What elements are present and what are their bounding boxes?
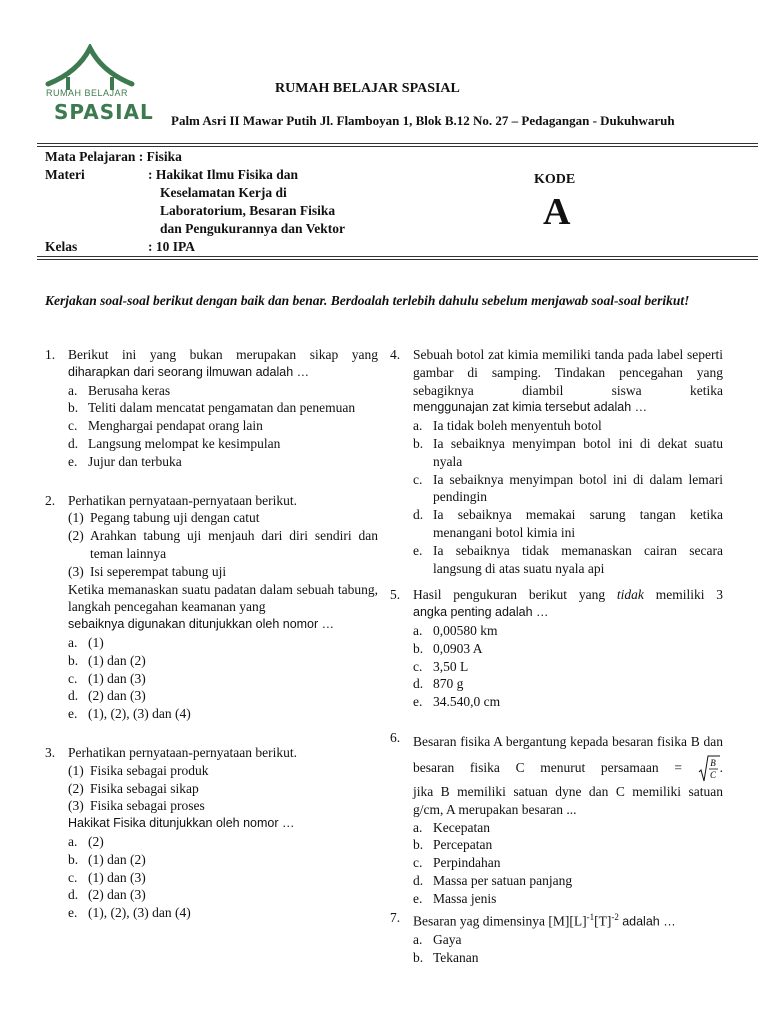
option-b: b. (1) dan (2) bbox=[68, 652, 146, 668]
option-b: b. Ia sebaiknya menyimpan botol ini di dekat suatu nyala bbox=[413, 435, 723, 469]
question-stem: Sebuah botol zat kimia memiliki tanda pada label seperti gambar di samping. Tindakan pencegahan yang sebagiknya diambil siswa ketika bbox=[413, 347, 723, 398]
statement-3: (3) Fisika sebagai proses bbox=[68, 798, 205, 814]
option-b: b. 0,0903 A bbox=[413, 640, 483, 656]
option-a: a. (2) bbox=[68, 833, 104, 849]
roof-icon bbox=[44, 44, 136, 92]
question-number: 4. bbox=[390, 347, 401, 362]
logo-text-small: RUMAH BELAJAR bbox=[46, 88, 129, 98]
question-number: 6. bbox=[390, 729, 401, 745]
option-c: c. Perpindahan bbox=[413, 855, 501, 871]
materi-line-2: Keselamatan Kerja di bbox=[160, 185, 287, 200]
question-follow: Ketika memanaskan suatu padatan dalam sebuah tabung, langkah pencegahan keamanan yang bbox=[68, 581, 378, 615]
materi-line-1: : Hakikat Ilmu Fisika dan bbox=[148, 167, 299, 182]
sqrt-icon bbox=[698, 755, 720, 783]
question-6 bbox=[390, 729, 723, 908]
header-divider-top-2 bbox=[37, 146, 758, 147]
option-b: b. Tekanan bbox=[413, 949, 479, 965]
option-d: d. Massa per satuan panjang bbox=[413, 872, 573, 888]
question-7 bbox=[390, 909, 723, 967]
statement-1: (1) Fisika sebagai produk bbox=[68, 762, 209, 778]
emphasis-tidak: tidak bbox=[616, 587, 644, 603]
option-c: c. (1) dan (3) bbox=[68, 670, 146, 686]
option-a: a. Ia tidak boleh menyentuh botol bbox=[413, 418, 602, 434]
option-d: d. (2) dan (3) bbox=[68, 688, 146, 704]
question-1 bbox=[45, 346, 378, 471]
question-3 bbox=[45, 744, 378, 922]
statement-2: (2) Arahkan tabung uji menjauh dari diri sendiri dan teman lainnya bbox=[68, 528, 378, 561]
logo-text-big: SPASIAL bbox=[54, 100, 154, 124]
option-d: d. Ia sebaiknya memakai sarung tangan ketika menangani botol kimia ini bbox=[413, 507, 723, 540]
kelas-label: Kelas bbox=[45, 239, 78, 254]
option-d: d. 870 g bbox=[413, 676, 464, 692]
option-b: b. (1) dan (2) bbox=[68, 851, 146, 867]
option-d: d. Langsung melompat ke kesimpulan bbox=[68, 435, 281, 451]
option-c: c. 3,50 L bbox=[413, 658, 469, 674]
question-number: 2. bbox=[45, 492, 56, 508]
kelas-value: : 10 IPA bbox=[148, 239, 195, 254]
question-follow: Hakikat Fisika ditunjukkan oleh nomor … bbox=[68, 816, 295, 831]
question-stem: Perhatikan pernyataan-pernyataan berikut. bbox=[68, 492, 298, 508]
question-stem: Besaran yag dimensinya $[M][L]^{-1}[T]^{-2}$ adalah … bbox=[413, 911, 676, 929]
option-b: b. Percepatan bbox=[413, 837, 493, 853]
question-4 bbox=[390, 346, 723, 577]
question-stem-cont: jika B memiliki satuan dyne dan C memiliki satuan g/cm, A merupakan besaran ... bbox=[413, 783, 723, 817]
question-stem: Besaran fisika A bergantung kepada besaran fisika B dan besaran fisika C menurut persamaan = B C . bbox=[413, 729, 723, 783]
statement-1: (1) Pegang tabung uji dengan catut bbox=[68, 510, 260, 526]
sqrt-formula bbox=[698, 755, 720, 783]
question-follow-cont: sebaiknya digunakan ditunjukkan oleh nomor … bbox=[68, 617, 335, 632]
option-a: a. (1) bbox=[68, 634, 104, 650]
question-number: 3. bbox=[45, 744, 56, 760]
materi-label: Materi bbox=[45, 167, 85, 182]
kode-label: KODE bbox=[534, 172, 576, 187]
instruction-text: Kerjakan soal-soal berikut dengan baik dan benar. Berdoalah terlebih dahulu sebelum menjawab soal-soal berikut! bbox=[45, 293, 690, 308]
school-name: RUMAH BELAJAR SPASIAL bbox=[275, 81, 460, 96]
materi-value bbox=[148, 166, 378, 238]
option-a: a. Berusaha keras bbox=[68, 382, 171, 398]
question-stem-cont: diharapkan dari seorang ilmuwan adalah … bbox=[68, 364, 310, 379]
option-e: e. (1), (2), (3) dan (4) bbox=[68, 706, 191, 722]
header-divider-top bbox=[37, 143, 758, 144]
question-stem-cont: angka penting adalah … bbox=[413, 605, 549, 620]
question-5 bbox=[390, 586, 723, 711]
info-labels bbox=[45, 148, 182, 184]
question-stem-cont: menggunajan zat kimia tersebut adalah … bbox=[413, 400, 648, 415]
materi-line-4: dan Pengukurannya dan Vektor bbox=[160, 221, 345, 236]
materi-line-3: Laboratorium, Besaran Fisika bbox=[160, 203, 336, 218]
option-a: a. Kecepatan bbox=[413, 819, 490, 835]
option-b: b. Teliti dalam mencatat pengamatan dan penemuan bbox=[68, 400, 356, 416]
school-address: Palm Asri II Mawar Putih Jl. Flamboyan 1, Blok B.12 No. 27 – Pedagangan - Dukuhwaruh bbox=[171, 113, 675, 128]
question-2 bbox=[45, 492, 378, 723]
option-c: c. (1) dan (3) bbox=[68, 869, 146, 885]
question-stem: Berikut ini yang bukan merupakan sikap yang bbox=[68, 347, 378, 362]
questions-column-right bbox=[390, 346, 723, 979]
option-e: e. Ia sebaiknya tidak memanaskan cairan secara langsung di atas suatu nyala api bbox=[413, 542, 723, 576]
option-e: e. (1), (2), (3) dan (4) bbox=[68, 905, 191, 921]
subject-label: Mata Pelajaran : Fisika bbox=[45, 149, 182, 164]
option-e: e. 34.540,0 cm bbox=[413, 694, 501, 710]
formula-denominator: C bbox=[709, 769, 716, 780]
option-a: a. Gaya bbox=[413, 931, 462, 947]
formula-numerator: B bbox=[709, 757, 716, 768]
statement-3: (3) Isi seperempat tabung uji bbox=[68, 563, 227, 579]
question-number: 1. bbox=[45, 347, 56, 362]
header-divider-bottom-2 bbox=[37, 259, 758, 260]
question-number: 5. bbox=[390, 587, 401, 603]
school-logo bbox=[36, 40, 154, 128]
statement-2: (2) Fisika sebagai sikap bbox=[68, 780, 199, 796]
option-c: c. Ia sebaiknya menyimpan botol ini di dalam lemari pendingin bbox=[413, 471, 723, 505]
option-d: d. (2) dan (3) bbox=[68, 887, 146, 903]
question-number: 7. bbox=[390, 909, 401, 925]
option-c: c. Menghargai pendapat orang lain bbox=[68, 418, 263, 434]
option-a: a. 0,00580 km bbox=[413, 622, 498, 638]
kode-value: A bbox=[543, 191, 571, 233]
option-e: e. Massa jenis bbox=[413, 890, 497, 906]
question-stem: Perhatikan pernyataan-pernyataan berikut. bbox=[68, 744, 298, 760]
option-e: e. Jujur dan terbuka bbox=[68, 453, 182, 469]
question-stem: Hasil pengukuran berikut yang tidak memiliki 3 bbox=[413, 587, 723, 603]
questions-column-left bbox=[45, 346, 378, 935]
header-divider-bottom bbox=[37, 256, 758, 257]
